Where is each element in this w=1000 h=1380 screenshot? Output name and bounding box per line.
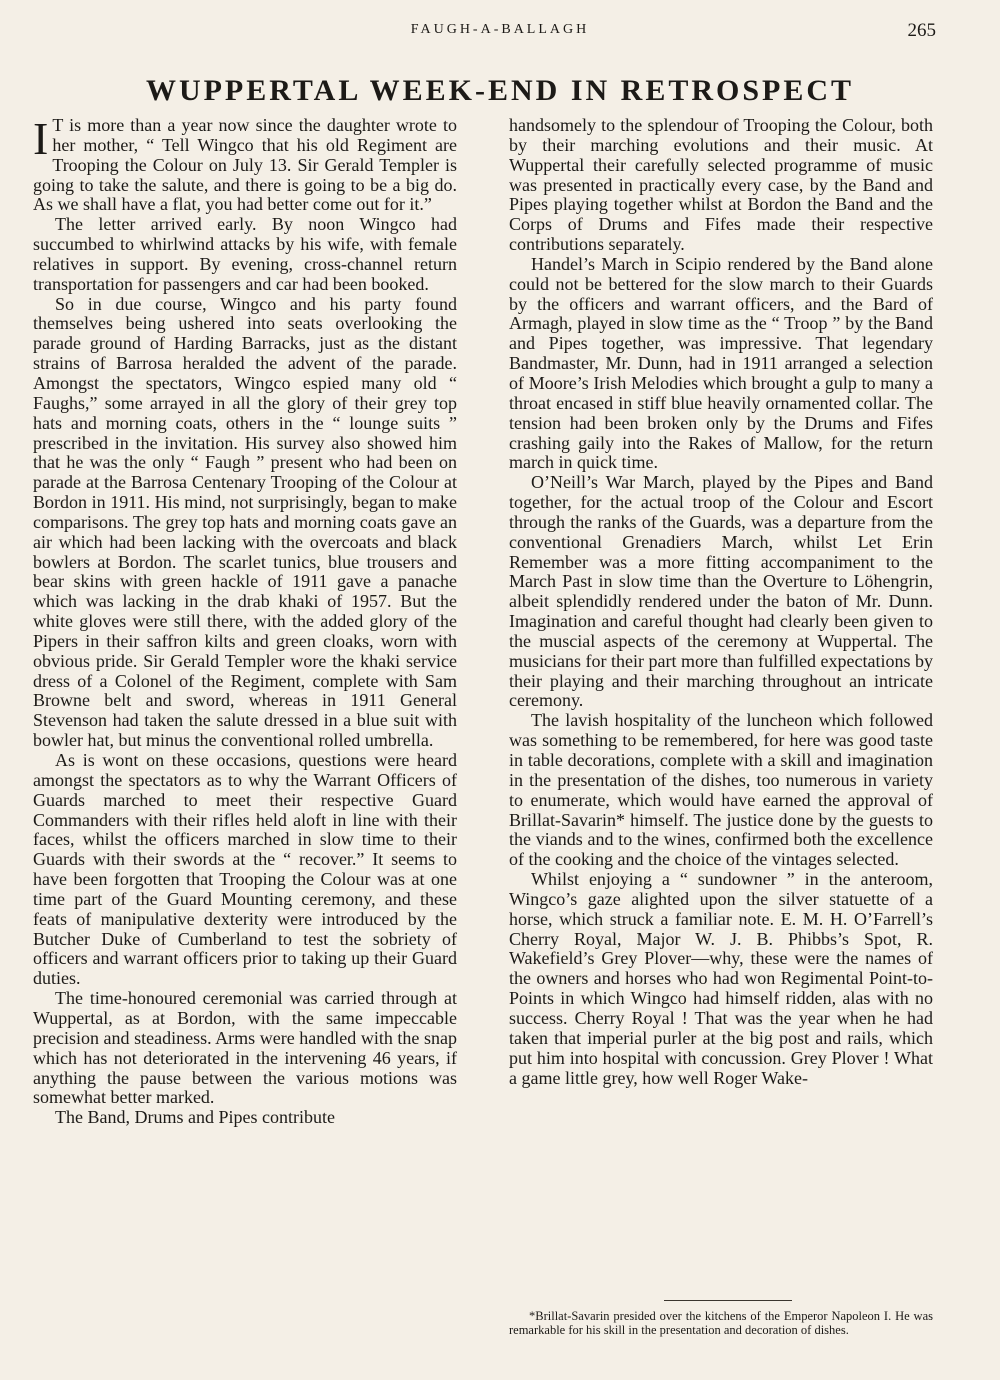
left-column [33,113,457,1128]
paragraph-5: The time-honoured ceremonial was carried through at Wuppertal, as at Bordon, with the same impeccable precision and steadiness. Arms were handled with the snap which has not deteriorated in the intervening 46 years, if anything the pause between the various motions was somewhat better marked. [33,988,457,1108]
paragraph-8: O’Neill’s War March, played by the Pipes and Band together, for the actual troop of the Colour and Escort through the ranks of the Guards, was a departure from the conventional Grenadiers March, whilst Let Erin Remember was a more fitting accompaniment to the March Past in slow time than the Overture to Löhengrin, albeit splendidly rendered under the baton of Mr. Dunn. Imagination and careful thought had clearly been given to the muscial aspects of the ceremony at Wuppertal. The musicians for their part more than fulfilled expectations by their playing and their marching throughout an intricate ceremony. [509,472,933,711]
paragraph-4: As is wont on these occasions, questions were heard amongst the spectators as to why the Warrant Officers of Guards marched to meet their respective Guard Commanders with their rifles held aloft in line with their faces, whilst the officers marched in slow time to their Guards with their swords at the “ recover.” It seems to have been forgotten that Trooping the Colour was at one time part of the Guard Mounting ceremony, and these feats of manipulative dexterity were introduced by the Butcher Duke of Cumberland to test the sobriety of officers and warrant officers prior to taking up their Guard duties. [33,750,457,989]
paragraph-3: So in due course, Wingco and his party found themselves being ushered into seats overlooking the parade ground of Harding Barracks, just as the distant strains of Barrosa heralded the advent of the parade. Amongst the spectators, Wingco espied many old “ Faughs,” some arrayed in all the glory of their grey top hats and morning coats, others in the “ lounge suits ” prescribed in the invitation. His survey also showed him that he was the only “ Faugh ” present who had been on parade at the Barrosa Centenary Trooping of the Colour at Bordon in 1911. His mind, not surprisingly, began to make comparisons. The grey top hats and morning coats gave an air which had been lacking with the overcoats and black bowlers at Bordon. The scarlet tunics, blue trousers and bear skins with green hackle of 1911 gave a panache which was lacking in the drab khaki of 1957. But the white gloves were still there, with the added glory of the Pipers in their saffron kilts and green cloaks, worn with obvious pride. Sir Gerald Templer wore the khaki service dress of a Colonel of the Regiment, complete with Sam Browne belt and sword, whereas in 1911 General Stevenson had taken the salute dressed in a blue suit with bowler hat, but minus the conventional rolled umbrella. [33,293,457,751]
paragraph-7: Handel’s March in Scipio rendered by the Band alone could not be bettered for the slow march to their Guards by the officers and warrant officers, and the Bard of Armagh, played in slow time as the “ Troop ” by the Band and Pipes together, was impressive. That legendary Bandmaster, Mr. Dunn, had in 1911 arranged a selection of Moore’s Irish Melodies which brought a gulp to many a throat encased in stiff blue heavily ornamented collar. The tension had been broken only by the Drums and Fifes crashing gaily into the Rakes of Mallow, for the return march in quick time. [509,253,933,473]
right-column [509,116,933,1088]
page-number: 265 [907,20,936,41]
article-title: WUPPERTAL WEEK-END IN RETROSPECT [145,74,855,107]
paragraph-1-text: T is more than a year now since the daughter wrote to her mother, “ Tell Wingco that his old Regiment are Trooping the Colour on July 13. Sir Gerald Templer is going to take the salute, and there is going to be a big do. As we shall have a flat, you had better come out for it.” [33,115,457,215]
paragraph-9: The lavish hospitality of the luncheon which followed was something to be remembered, for here was good taste in table decorations, complete with a skill and imagination in the presentation of the dishes, too numerous in variety to enumerate, which would have earned the approval of Brillat-Savarin* himself. The justice done by the guests to the viands and to the wines, confirmed both the excellence of the cooking and the choice of the vintages selected. [509,710,933,870]
paragraph-2: The letter arrived early. By noon Wingco had succumbed to whirlwind attacks by his wife, with female relatives in support. By evening, cross-channel return transportation for passengers and car had been booked. [33,214,457,294]
paragraph-1 [33,113,457,215]
footnote-divider [664,1300,792,1301]
paragraph-10: Whilst enjoying a “ sundowner ” in the anteroom, Wingco’s gaze alighted upon the silver statuette of a horse, which struck a familiar note. E. M. H. O’Farrell’s Cherry Royal, Major W. J. B. Phibbs’s Spot, R. Wakefield’s Grey Plover—why, these were the names of the owners and horses who had won Regimental Point-to-Points in which Wingco had himself ridden, alas with no success. Cherry Royal ! That was the year when he had taken that imperial purler at the big post and rails, which put him into hospital with concussion. Grey Plover ! What a game little grey, how well Roger Wake- [509,869,933,1088]
drop-cap: I [33,113,49,164]
running-head: FAUGH-A-BALLAGH [410,22,590,37]
paragraph-6: The Band, Drums and Pipes contribute [55,1107,335,1128]
footnote: *Brillat-Savarin presided over the kitchens of the Emperor Napoleon I. He was remarkable for his skill in the presentation and decoration of dishes. [509,1309,933,1337]
paragraph-6-continued: handsomely to the splendour of Trooping the Colour, both by their marching evolutions and their music. At Wuppertal their carefully selected programme of music was presented in practically every case, by the Band and Pipes playing together whilst at Bordon the Band and the Corps of Drums and Fifes made their respective contributions separately. [509,115,933,255]
